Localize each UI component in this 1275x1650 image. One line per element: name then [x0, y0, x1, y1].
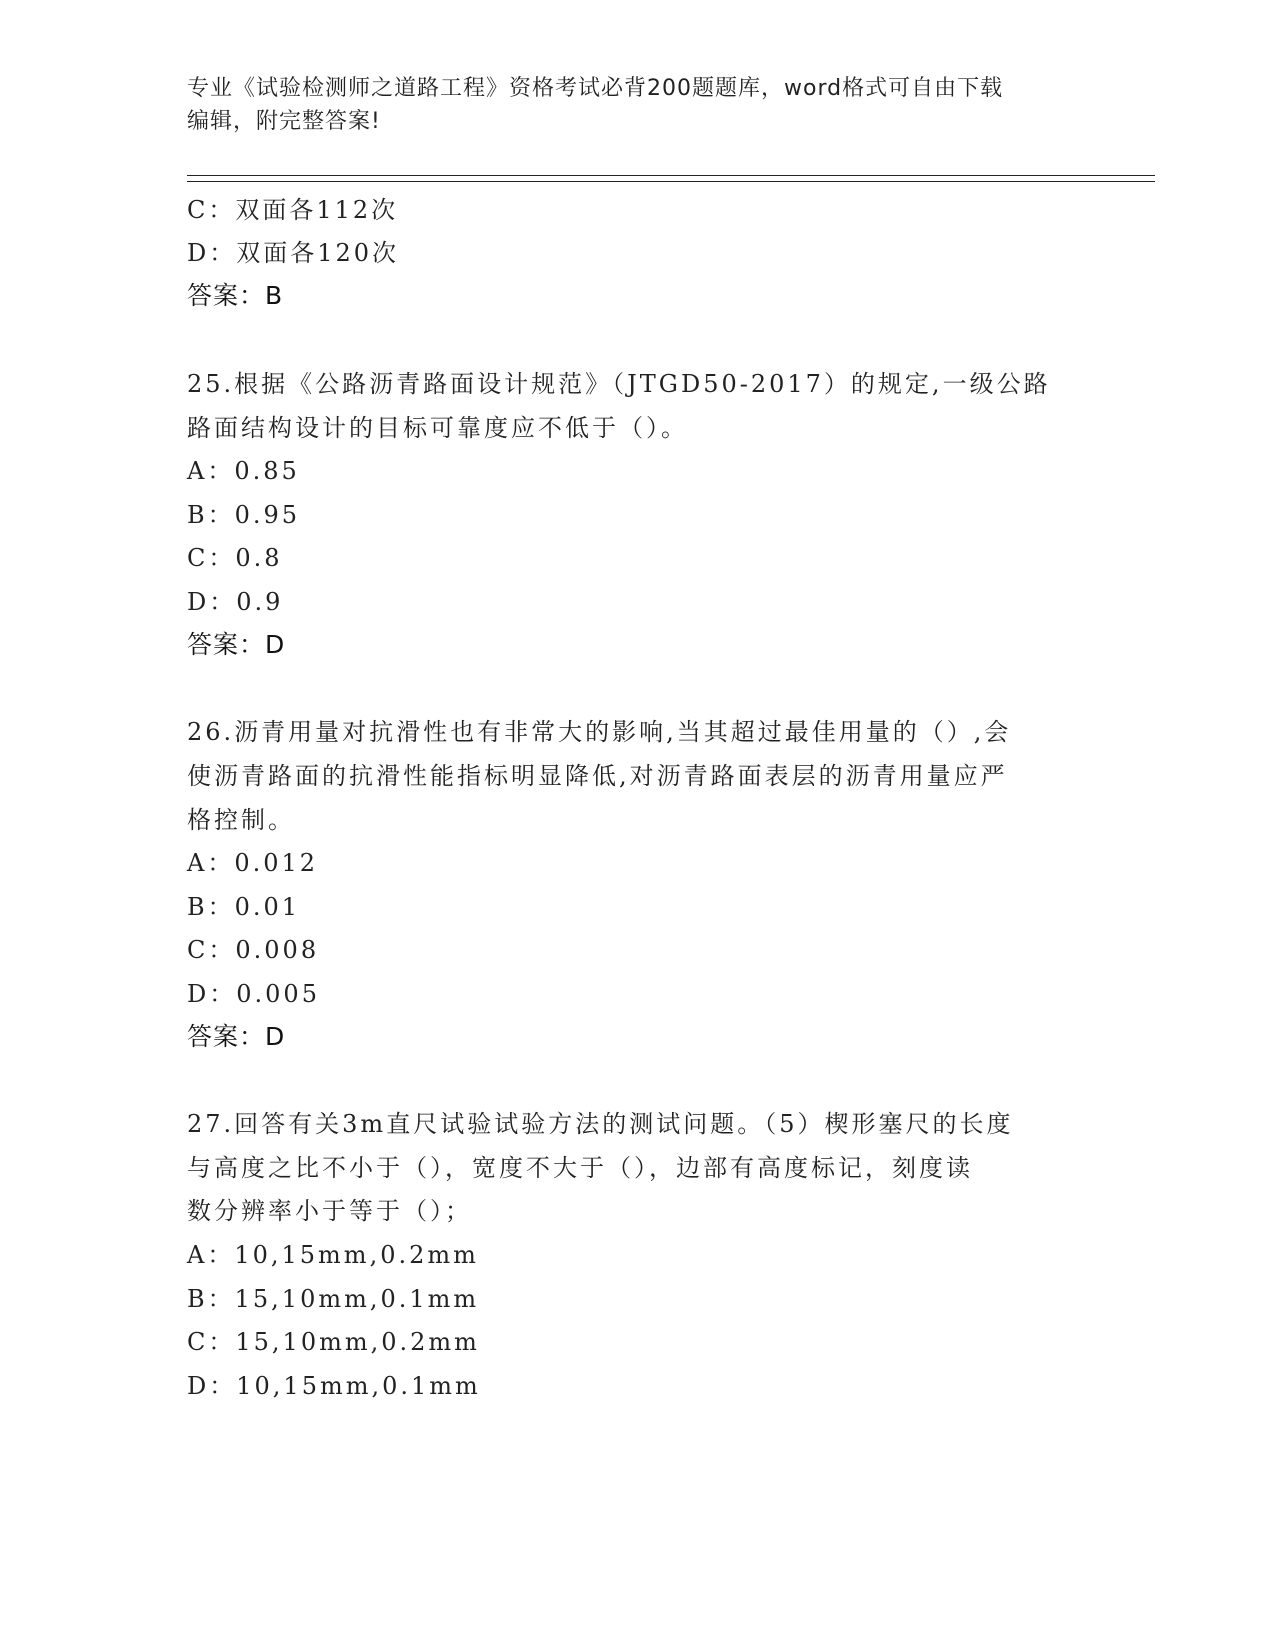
- option-d: D：0.9: [187, 588, 284, 616]
- answer-label: 答案：B: [187, 281, 284, 310]
- option-a: A：0.012: [187, 849, 319, 877]
- question-26-line-2: 使沥青路面的抗滑性能指标明显降低,对沥青路面表层的沥青用量应严: [187, 762, 1008, 790]
- document-header: [187, 72, 1087, 138]
- option-b: B：0.95: [187, 501, 301, 529]
- header-line-1: 专业《试验检测师之道路工程》资格考试必背200题题库，word格式可自由下载: [187, 76, 1004, 101]
- option-text: 双面各112次: [235, 196, 399, 224]
- question-27-line-2: 与高度之比不小于（），宽度不大于（），边部有高度标记，刻度读: [187, 1154, 973, 1182]
- question-26-line-1: 26.沥青用量对抗滑性也有非常大的影响,当其超过最佳用量的（）,会: [187, 718, 1012, 746]
- question-25-line-1: 25.根据《公路沥青路面设计规范》（JTGD50-2017）的规定,一级公路: [187, 370, 1051, 398]
- option-letter: D: [187, 239, 210, 267]
- option-a: A：10,15mm,0.2mm: [187, 1241, 479, 1269]
- option-b: B：0.01: [187, 893, 301, 921]
- option-c: C：双面各112次: [187, 196, 399, 224]
- question-25-line-2: 路面结构设计的目标可靠度应不低于（）。: [187, 414, 688, 442]
- header-divider-top: [187, 175, 1155, 176]
- option-b: B：15,10mm,0.1mm: [187, 1285, 480, 1313]
- option-d: D：10,15mm,0.1mm: [187, 1372, 481, 1400]
- option-d: D：双面各120次: [187, 239, 400, 267]
- option-d: D：0.005: [187, 980, 320, 1008]
- option-c: C：0.008: [187, 936, 320, 964]
- question-26-line-3: 格控制。: [187, 806, 295, 834]
- option-letter: C: [187, 196, 209, 224]
- option-c: C：0.8: [187, 544, 283, 572]
- header-line-2: 编辑，附完整答案!: [187, 109, 381, 134]
- option-a: A：0.85: [187, 457, 300, 485]
- question-27-line-3: 数分辨率小于等于（）；: [187, 1197, 472, 1225]
- answer-label: 答案：D: [187, 630, 286, 659]
- question-27-line-1: 27.回答有关3m直尺试验试验方法的测试问题。（5）楔形塞尺的长度: [187, 1110, 1014, 1138]
- answer-label: 答案：D: [187, 1022, 286, 1051]
- option-c: C：15,10mm,0.2mm: [187, 1328, 480, 1356]
- header-divider-bottom: [187, 181, 1155, 182]
- option-text: 双面各120次: [236, 239, 400, 267]
